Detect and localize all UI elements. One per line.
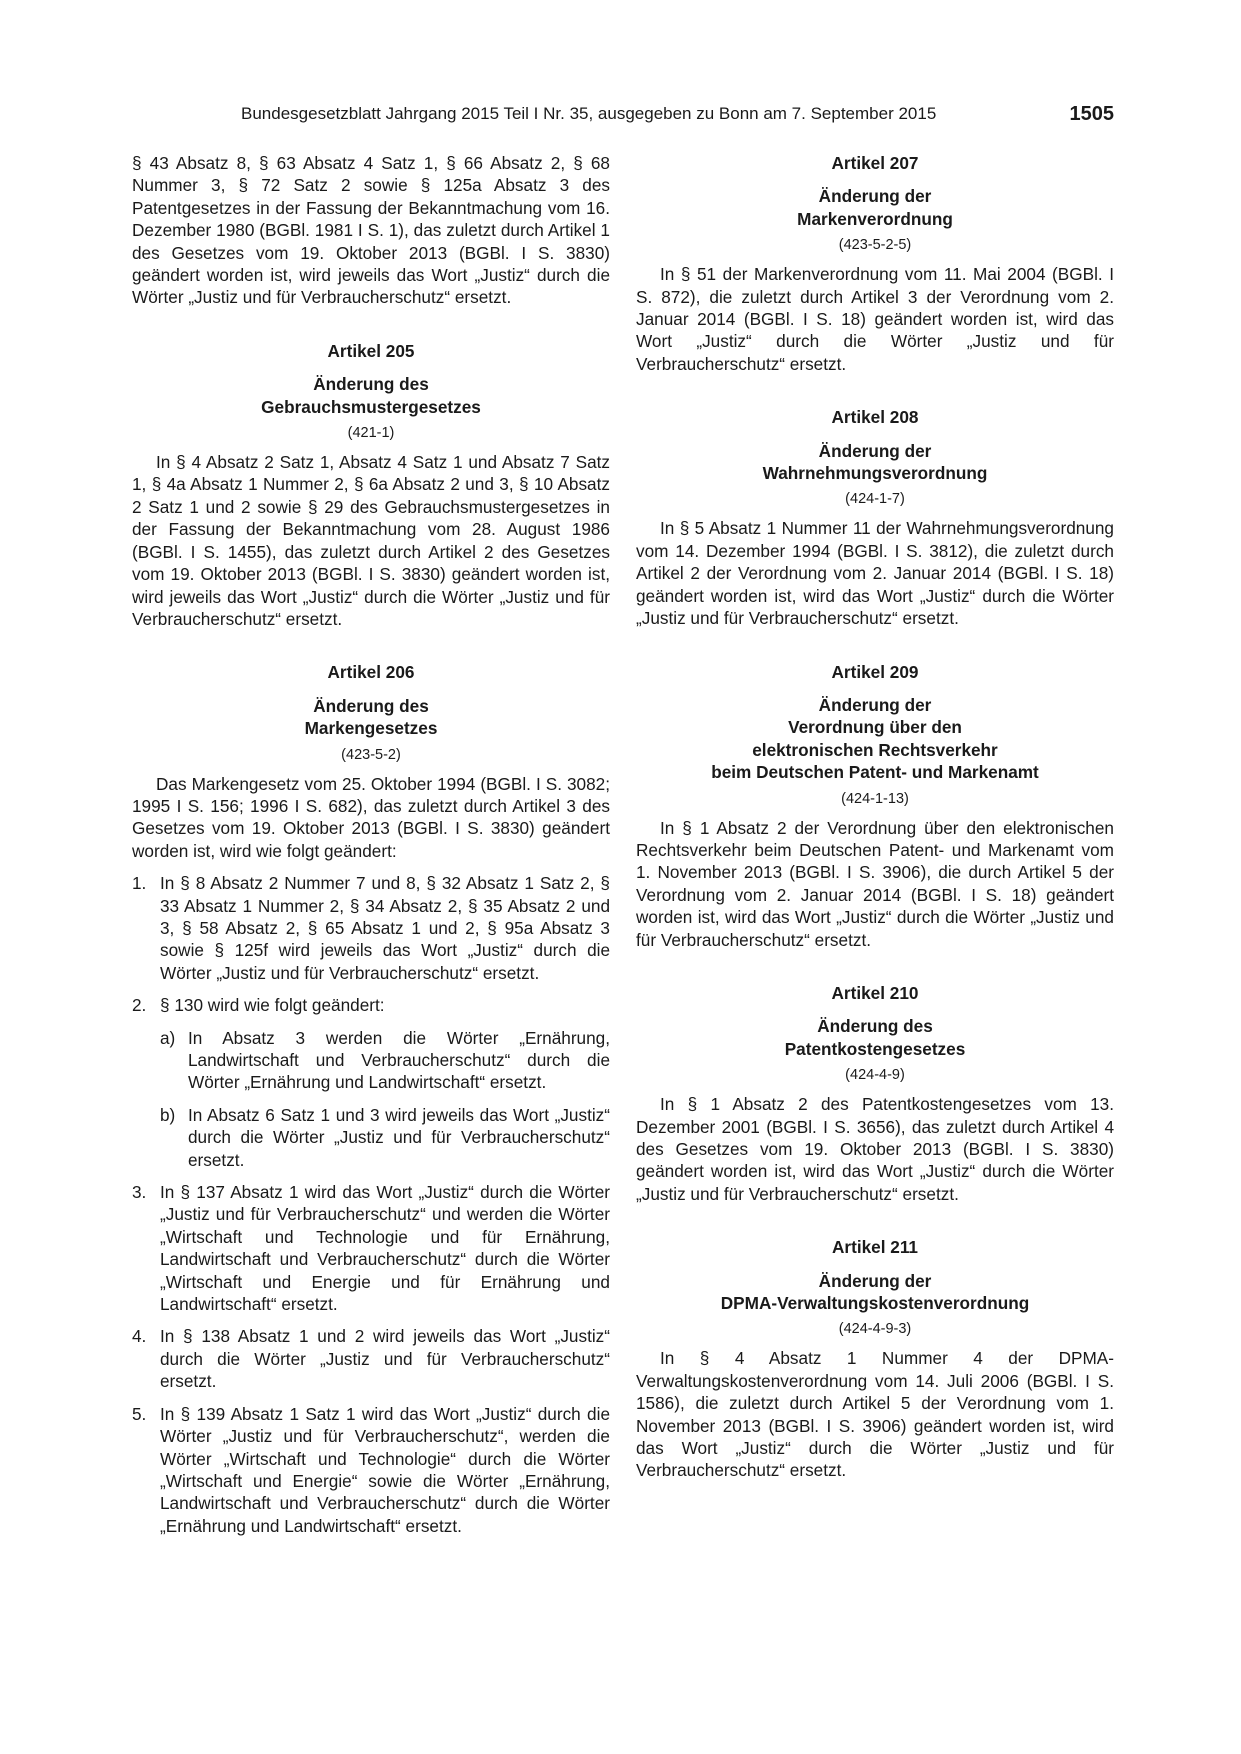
list-item-text: In § 139 Absatz 1 Satz 1 wird das Wort „Justiz“ durch die Wörter „Justiz und für Verbraucherschutz“, werden die Wörter „Wirtschaft und Technologie“ durch die Wörter „Wirtschaft und Energie“ sowie die Wörter „Ernährung, Landwirtschaft und Verbraucherschutz“ durch die Wörter „Ernährung und Landwirtschaft“ ersetzt. <box>160 1403 610 1536</box>
article-206-text: Das Markengesetz vom 25. Oktober 1994 (BGBl. I S. 3082; 1995 I S. 156; 1996 I S. 682), das zuletzt durch Artikel 3 des Gesetzes vom 19. Oktober 2013 (BGBl. I S. 3830) geändert worden ist, wird wie folgt geändert: <box>132 773 610 861</box>
article-211-title-line: Änderung der <box>818 1270 932 1291</box>
article-210-label: Artikel 210 <box>831 982 919 1003</box>
sub-list-item-text: In Absatz 6 Satz 1 und 3 wird jeweils das Wort „Justiz“ durch die Wörter „Justiz und für Verbraucherschutz“ ersetzt. <box>188 1104 610 1170</box>
article-209-label: Artikel 209 <box>831 661 919 682</box>
article-207-title <box>636 185 1114 230</box>
article-210-title-line: Patentkostengesetzes <box>784 1038 966 1059</box>
article-205-label: Artikel 205 <box>327 340 415 361</box>
article-207-number: (423-5-2-5) <box>838 237 912 254</box>
sub-list-item <box>160 1104 610 1171</box>
article-208-title-line: Änderung der <box>818 440 932 461</box>
article-210-text: In § 1 Absatz 2 des Patentkostengesetzes vom 13. Dezember 2001 (BGBl. I S. 3656), das zuletzt durch Artikel 4 des Gesetzes vom 19. Oktober 2013 (BGBl. I S. 3830) geändert worden ist, wird das Wort „Justiz“ durch die Wörter „Justiz und für Verbraucherschutz“ ersetzt. <box>636 1094 1114 1204</box>
article-208-number: (424-1-7) <box>845 491 905 508</box>
article-206-title <box>132 695 610 740</box>
article-205-title <box>132 373 610 418</box>
list-item-marker: 3. <box>132 1182 147 1203</box>
article-207-label: Artikel 207 <box>831 153 919 173</box>
header-text: Bundesgesetzblatt Jahrgang 2015 Teil I Nr. 35, ausgegeben zu Bonn am 7. September 2015 <box>241 104 937 123</box>
article-209-text: In § 1 Absatz 2 der Verordnung über den elektronischen Rechtsverkehr beim Deutschen Patent- und Markenamt vom 1. November 2013 (BGBl. I S. 3906), die durch Artikel 5 der Verordnung vom 2. Januar 2014 (BGBl. I S. 18) geändert worden ist, wird das Wort „Justiz“ durch die Wörter „Justiz und für Verbraucherschutz“ ersetzt. <box>636 817 1114 950</box>
list-item <box>132 872 610 984</box>
article-207-title-line: Änderung der <box>818 186 932 207</box>
list-item-marker: 2. <box>132 995 147 1016</box>
article-207-text: In § 51 der Markenverordnung vom 11. Mai 2004 (BGBl. I S. 872), die zuletzt durch Artikel 3 der Verordnung vom 2. Januar 2014 (BGBl. I S. 18) geändert worden ist, wird das Wort „Justiz“ durch die Wörter „Justiz und für Verbraucherschutz“ ersetzt. <box>636 264 1114 374</box>
list-item-marker: 4. <box>132 1326 147 1347</box>
article-206-label: Artikel 206 <box>327 662 415 683</box>
article-209-number: (424-1-13) <box>841 790 909 807</box>
page-number: 1505 <box>1069 103 1114 125</box>
article-208-title-line: Wahrnehmungsverordnung <box>762 463 988 484</box>
article-211-title-line: DPMA-Verwaltungskostenverordnung <box>720 1293 1030 1314</box>
article-208-text: In § 5 Absatz 1 Nummer 11 der Wahrnehmungsverordnung vom 14. Dezember 1994 (BGBl. I S. 3812), die zuletzt durch Artikel 2 der Verordnung vom 2. Januar 2014 (BGBl. I S. 18) geändert worden ist, wird das Wort „Justiz“ durch die Wörter „Justiz und für Verbraucherschutz“ ersetzt. <box>636 518 1114 629</box>
article-209-title-line: Änderung der <box>818 694 932 715</box>
article-205-title-line: Änderung des <box>313 374 429 395</box>
article-211-text: In § 4 Absatz 1 Nummer 4 der DPMA-Verwaltungskostenverordnung vom 14. Juli 2006 (BGBl. I S. 1586), die zuletzt durch Artikel 5 der Verordnung vom 1. November 2013 (BGBl. I S. 3906) geändert worden ist, wird das Wort „Justiz“ durch die Wörter „Justiz und für Verbraucherschutz“ ersetzt. <box>636 1348 1114 1481</box>
sub-list-item <box>160 1027 610 1094</box>
sub-list-item-text: In Absatz 3 werden die Wörter „Ernährung, Landwirtschaft und Verbraucherschutz“ durch die Wörter „Ernährung und Landwirtschaft“ ersetzt. <box>188 1027 610 1093</box>
article-211-number: (424-4-9-3) <box>838 1321 912 1338</box>
article-210-title-line: Änderung des <box>817 1016 933 1037</box>
article-209-title-line: Verordnung über den <box>788 717 962 738</box>
left-column <box>132 152 610 1537</box>
article-208-label: Artikel 208 <box>831 407 919 428</box>
right-column <box>636 152 1114 1482</box>
article-209-title-line: beim Deutschen Patent- und Markenamt <box>711 762 1039 783</box>
article-206-title-line: Änderung des <box>313 695 429 716</box>
page-header <box>241 99 1114 129</box>
list-item-marker: 1. <box>132 873 147 894</box>
article-205-number: (421-1) <box>347 425 395 442</box>
article-211-title <box>636 1270 1114 1315</box>
list-item-text: In § 8 Absatz 2 Nummer 7 und 8, § 32 Absatz 1 Satz 2, § 33 Absatz 1 Nummer 2, § 34 Absatz 2, § 35 Absatz 2 und 3, § 58 Absatz 2, § 65 Absatz 1 und 2, § 95a Absatz 3 sowie § 125f wird jeweils das Wort „Justiz“ durch die Wörter „Justiz und für Verbraucherschutz“ ersetzt. <box>160 873 610 983</box>
article-206-number: (423-5-2) <box>341 746 401 763</box>
list-item <box>132 1403 610 1537</box>
article-205-title-line: Gebrauchsmustergesetzes <box>261 396 481 417</box>
intro-paragraph: § 43 Absatz 8, § 63 Absatz 4 Satz 1, § 66 Absatz 2, § 68 Nummer 3, § 72 Satz 2 sowie § 125a Absatz 3 des Patentgesetzes in der Fassung der Bekanntmachung vom 16. Dezember 1980 (BGBl. 1981 I S. 1), das zuletzt durch Artikel 1 des Gesetzes vom 19. Oktober 2013 (BGBl. I S. 3830) geändert worden ist, wird jeweils das Wort „Justiz“ durch die Wörter „Justiz und für Verbraucherschutz“ ersetzt. <box>132 153 610 308</box>
list-item-marker: 5. <box>132 1403 147 1424</box>
article-209-title <box>636 694 1114 784</box>
article-209-title-line: elektronischen Rechtsverkehr <box>752 739 998 760</box>
sub-list-item-marker: a) <box>160 1027 176 1048</box>
article-205-text: In § 4 Absatz 2 Satz 1, Absatz 4 Satz 1 und Absatz 7 Satz 1, § 4a Absatz 1 Nummer 2, § 6a Absatz 2 und 3, § 10 Absatz 2 Satz 1 und 2 sowie § 29 des Gebrauchsmustergesetzes in der Fassung der Bekanntmachung vom 28. August 1986 (BGBl. I S. 1455), das zuletzt durch Artikel 2 des Gesetzes vom 19. Oktober 2013 (BGBl. I S. 3830) geändert worden ist, wird jeweils das Wort „Justiz“ durch die Wörter „Justiz und für Verbraucherschutz“ ersetzt. <box>132 452 610 629</box>
article-211-label: Artikel 211 <box>832 1237 918 1258</box>
list-item <box>132 1325 610 1392</box>
article-210-number: (424-4-9) <box>845 1067 905 1084</box>
article-208-title <box>636 440 1114 485</box>
list-item-text: In § 138 Absatz 1 und 2 wird jeweils das Wort „Justiz“ durch die Wörter „Justiz und für Verbraucherschutz“ ersetzt. <box>160 1326 610 1392</box>
list-item <box>132 1181 610 1315</box>
list-item-text: § 130 wird wie folgt geändert: <box>160 995 385 1016</box>
article-207-title-line: Markenverordnung <box>797 208 953 229</box>
article-206-title-line: Markengesetzes <box>304 718 438 739</box>
list-item <box>132 994 610 1171</box>
list-item-text: In § 137 Absatz 1 wird das Wort „Justiz“ durch die Wörter „Justiz und für Verbraucherschutz“ und werden die Wörter „Wirtschaft und Technologie und für Ernährung, Landwirtschaft und Verbraucherschutz“ durch die Wörter „Wirtschaft und Energie und für Ernährung und Landwirtschaft“ ersetzt. <box>160 1182 610 1315</box>
sub-list-item-marker: b) <box>160 1104 176 1125</box>
article-210-title <box>636 1015 1114 1060</box>
